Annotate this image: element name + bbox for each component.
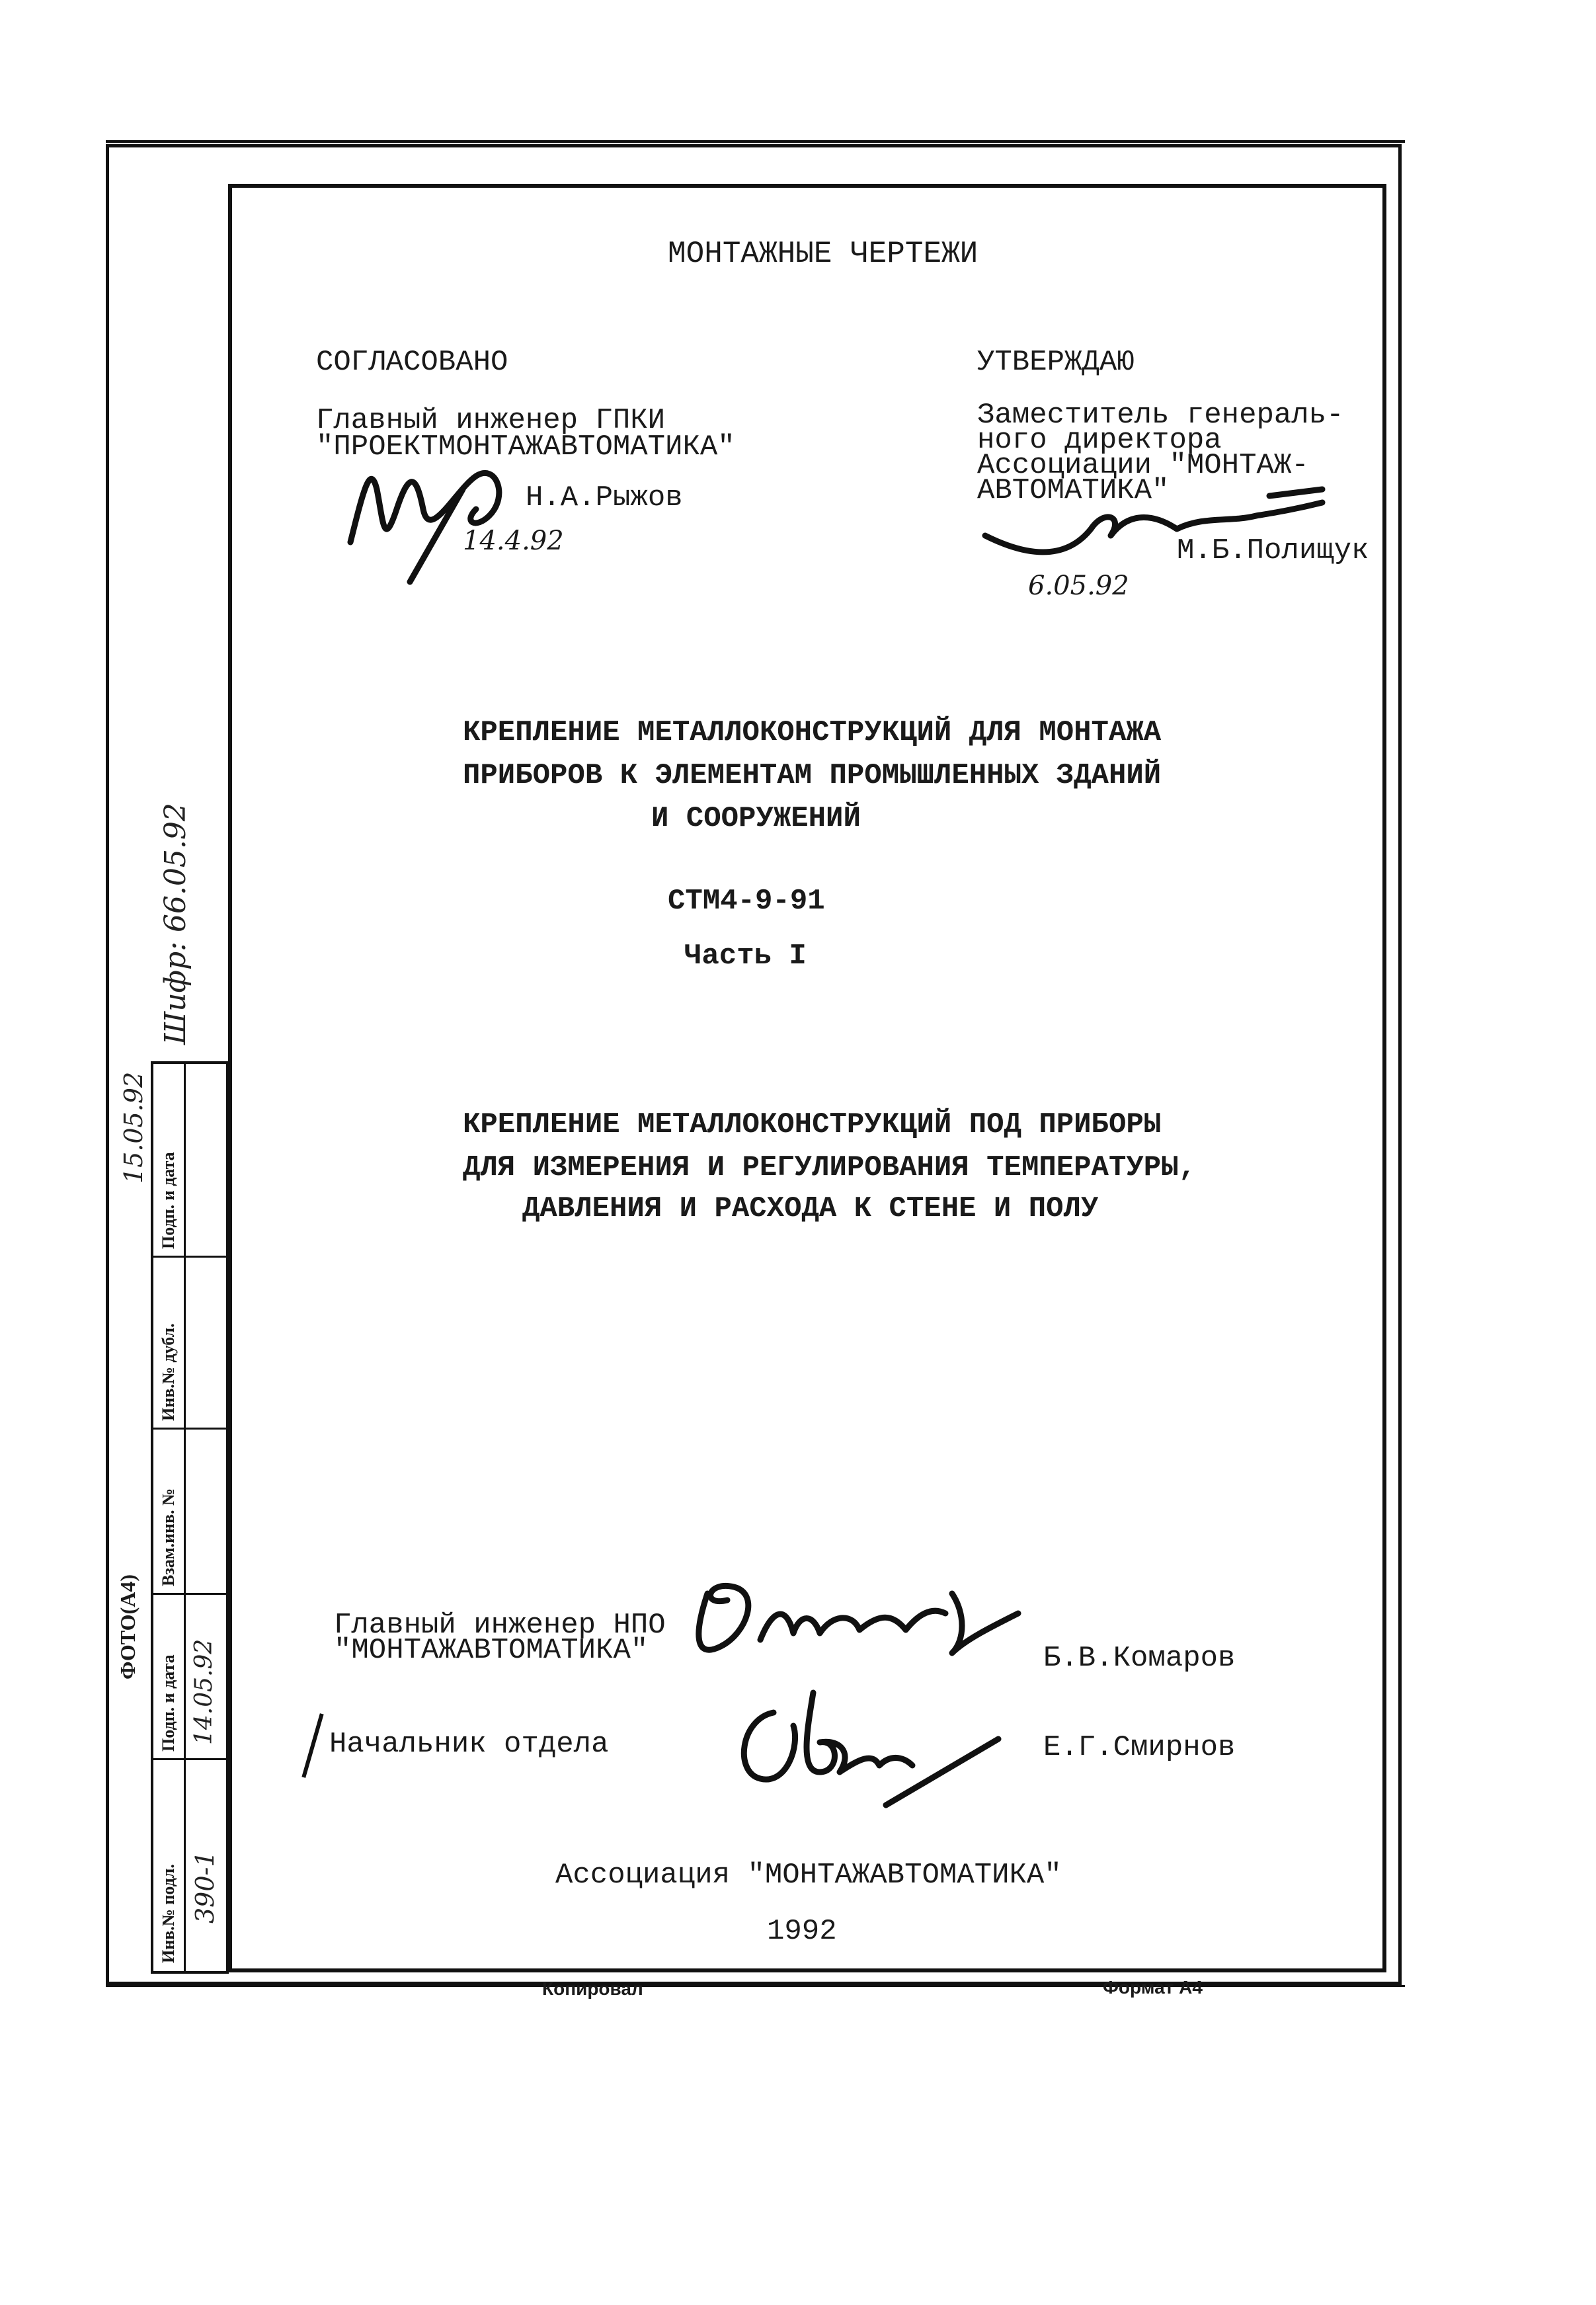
title-line-1: КРЕПЛЕНИЕ МЕТАЛЛОКОНСТРУКЦИЙ ДЛЯ МОНТАЖА xyxy=(463,716,1162,749)
footer-organization: Ассоциация "МОНТАЖАВТОМАТИКА" xyxy=(555,1859,1062,1892)
document-part: Часть I xyxy=(684,940,807,973)
signatory-1-name: Б.В.Комаров xyxy=(1043,1642,1236,1675)
subtitle-line-2: ДЛЯ ИЗМЕРЕНИЯ И РЕГУЛИРОВАНИЯ ТЕМПЕРАТУРЫ, xyxy=(463,1151,1196,1184)
signatory-2-role-line1: Начальник отдела xyxy=(329,1728,609,1761)
signatory-1-role-line1: Главный инженер НПО xyxy=(334,1609,666,1642)
table-value-sign-date-1: 14.05.92 xyxy=(190,1638,218,1745)
signature-ryzhov xyxy=(337,450,555,588)
approved-right-label: УТВЕРЖДАЮ xyxy=(977,346,1135,379)
approved-right-line1: Заместитель генераль- xyxy=(977,399,1344,432)
signature-smirnov xyxy=(727,1679,1005,1812)
table-header-sign-date-2: Подп. и дата xyxy=(159,1152,178,1249)
table-divider xyxy=(184,1064,186,1971)
approved-right-sig-date: 6.05.92 xyxy=(1028,571,1129,601)
title-line-2: ПРИБОРОВ К ЭЛЕМЕНТАМ ПРОМЫШЛЕННЫХ ЗДАНИЙ xyxy=(463,759,1162,792)
approved-left-label: СОГЛАСОВАНО xyxy=(316,346,508,379)
photo-stamp: ФОТО(А4) xyxy=(116,1574,140,1679)
approved-right-line4: АВТОМАТИКА" xyxy=(977,474,1170,507)
table-header-sign-date-1: Подп. и дата xyxy=(159,1654,178,1752)
frame-top-line xyxy=(106,140,1405,143)
table-row-line xyxy=(153,1428,226,1430)
approved-right-name: М.Б.Полищук xyxy=(1177,534,1369,567)
side-registration-table xyxy=(151,1061,229,1974)
signatory-1-role-line2: "МОНТАЖАВТОМАТИКА" xyxy=(334,1634,649,1667)
subtitle-line-1: КРЕПЛЕНИЕ МЕТАЛЛОКОНСТРУКЦИЙ ПОД ПРИБОРЫ xyxy=(463,1108,1162,1141)
table-row-line xyxy=(153,1758,226,1760)
approved-left-sig-date: 14.4.92 xyxy=(463,526,564,556)
side-margin-note: Шифр: 66.05.92 xyxy=(159,803,192,1045)
table-header-inv-dup: Инв.№ дубл. xyxy=(159,1323,178,1421)
signature-komarov xyxy=(681,1567,1025,1673)
document-code: СТМ4-9-91 xyxy=(668,885,825,918)
footer-year: 1992 xyxy=(767,1915,837,1948)
copied-by-label: Копировал xyxy=(542,1978,643,1999)
approved-left-name: Н.А.Рыжов xyxy=(526,481,683,514)
approved-left-line2: "ПРОЕКТМОНТАЖАВТОМАТИКА" xyxy=(316,430,735,464)
title-line-3: И СООРУЖЕНИЙ xyxy=(651,802,861,835)
approved-left-line1: Главный инженер ГПКИ xyxy=(316,404,666,437)
table-value-inv-orig: 390-1 xyxy=(190,1851,219,1923)
table-row-line xyxy=(153,1256,226,1258)
approved-right-line3: Ассоциации "МОНТАЖ- xyxy=(977,449,1309,482)
table-value-sign-date-2-outside: 15.05.92 xyxy=(119,1071,148,1184)
document-heading: МОНТАЖНЫЕ ЧЕРТЕЖИ xyxy=(668,237,978,271)
approved-right-line2: ного директора xyxy=(977,424,1222,457)
format-label: Формат А4 xyxy=(1103,1977,1203,1998)
table-header-replacing-inv: Взам.инв. № xyxy=(159,1488,178,1586)
subtitle-line-3: ДАВЛЕНИЯ И РАСХОДА К СТЕНЕ И ПОЛУ xyxy=(522,1192,1099,1225)
table-row-line xyxy=(153,1593,226,1595)
signatory-2-name: Е.Г.Смирнов xyxy=(1043,1731,1236,1764)
bottom-strip xyxy=(106,1985,1405,1994)
table-header-inv-orig: Инв.№ подл. xyxy=(159,1864,178,1963)
